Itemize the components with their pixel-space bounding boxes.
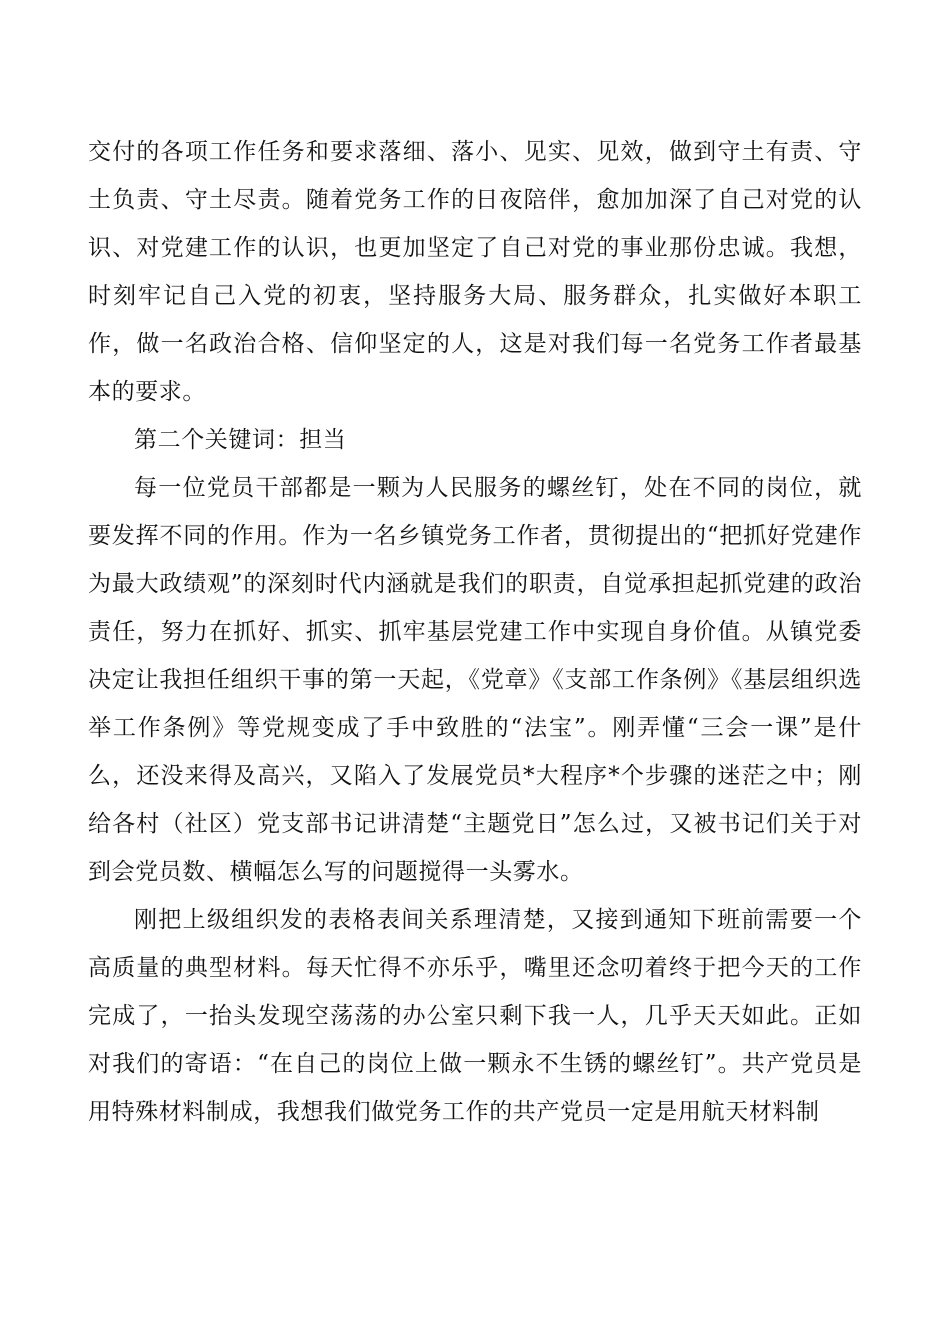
paragraph: 每一位党员干部都是一颗为人民服务的螺丝钉，处在不同的岗位，就要发挥不同的作用。作为一名乡镇党务工作者，贯彻提出的“把抓好党建作为最大政绩观”的深刻时代内涵就是我们的职责，自觉承担起抓党建的政治责任，努力在抓好、抓实、抓牢基层党建工作中实现自身价值。从镇党委决定让我担任组织干事的第一天起，《党章》《支部工作条例》《基层组织选举工作条例》等党规变成了手中致胜的“法宝”。刚弄懂“三会一课”是什么，还没来得及高兴，又陷入了发展党员*大程序*个步骤的迷茫之中；刚给各村（社区）党支部书记讲清楚“主题党日”怎么过，又被书记们关于对到会党员数、横幅怎么写的问题搅得一头雾水。 [88,475,862,885]
document-body [88,128,862,1136]
paragraph: 刚把上级组织发的表格表间关系理清楚，又接到通知下班前需要一个高质量的典型材料。每天忙得不亦乐乎，嘴里还念叨着终于把今天的工作完成了，一抬头发现空荡荡的办公室只剩下我一人，几乎天天如此。正如对我们的寄语：“在自己的岗位上做一颗永不生锈的螺丝钉”。共产党员是用特殊材料制成，我想我们做党务工作的共产党员一定是用航天材料制 [88,907,862,1125]
section-heading: 第二个关键词：担当 [134,427,347,453]
paragraph-continuation: 交付的各项工作任务和要求落细、落小、见实、见效，做到守土有责、守土负责、守土尽责。随着党务工作的日夜陪伴，愈加加深了自己对党的认识、对党建工作的认识，也更加坚定了自己对党的事业那份忠诚。我想，时刻牢记自己入党的初衷，坚持服务大局、服务群众，扎实做好本职工作，做一名政治合格、信仰坚定的人，这是对我们每一名党务工作者最基本的要求。 [88,139,862,405]
